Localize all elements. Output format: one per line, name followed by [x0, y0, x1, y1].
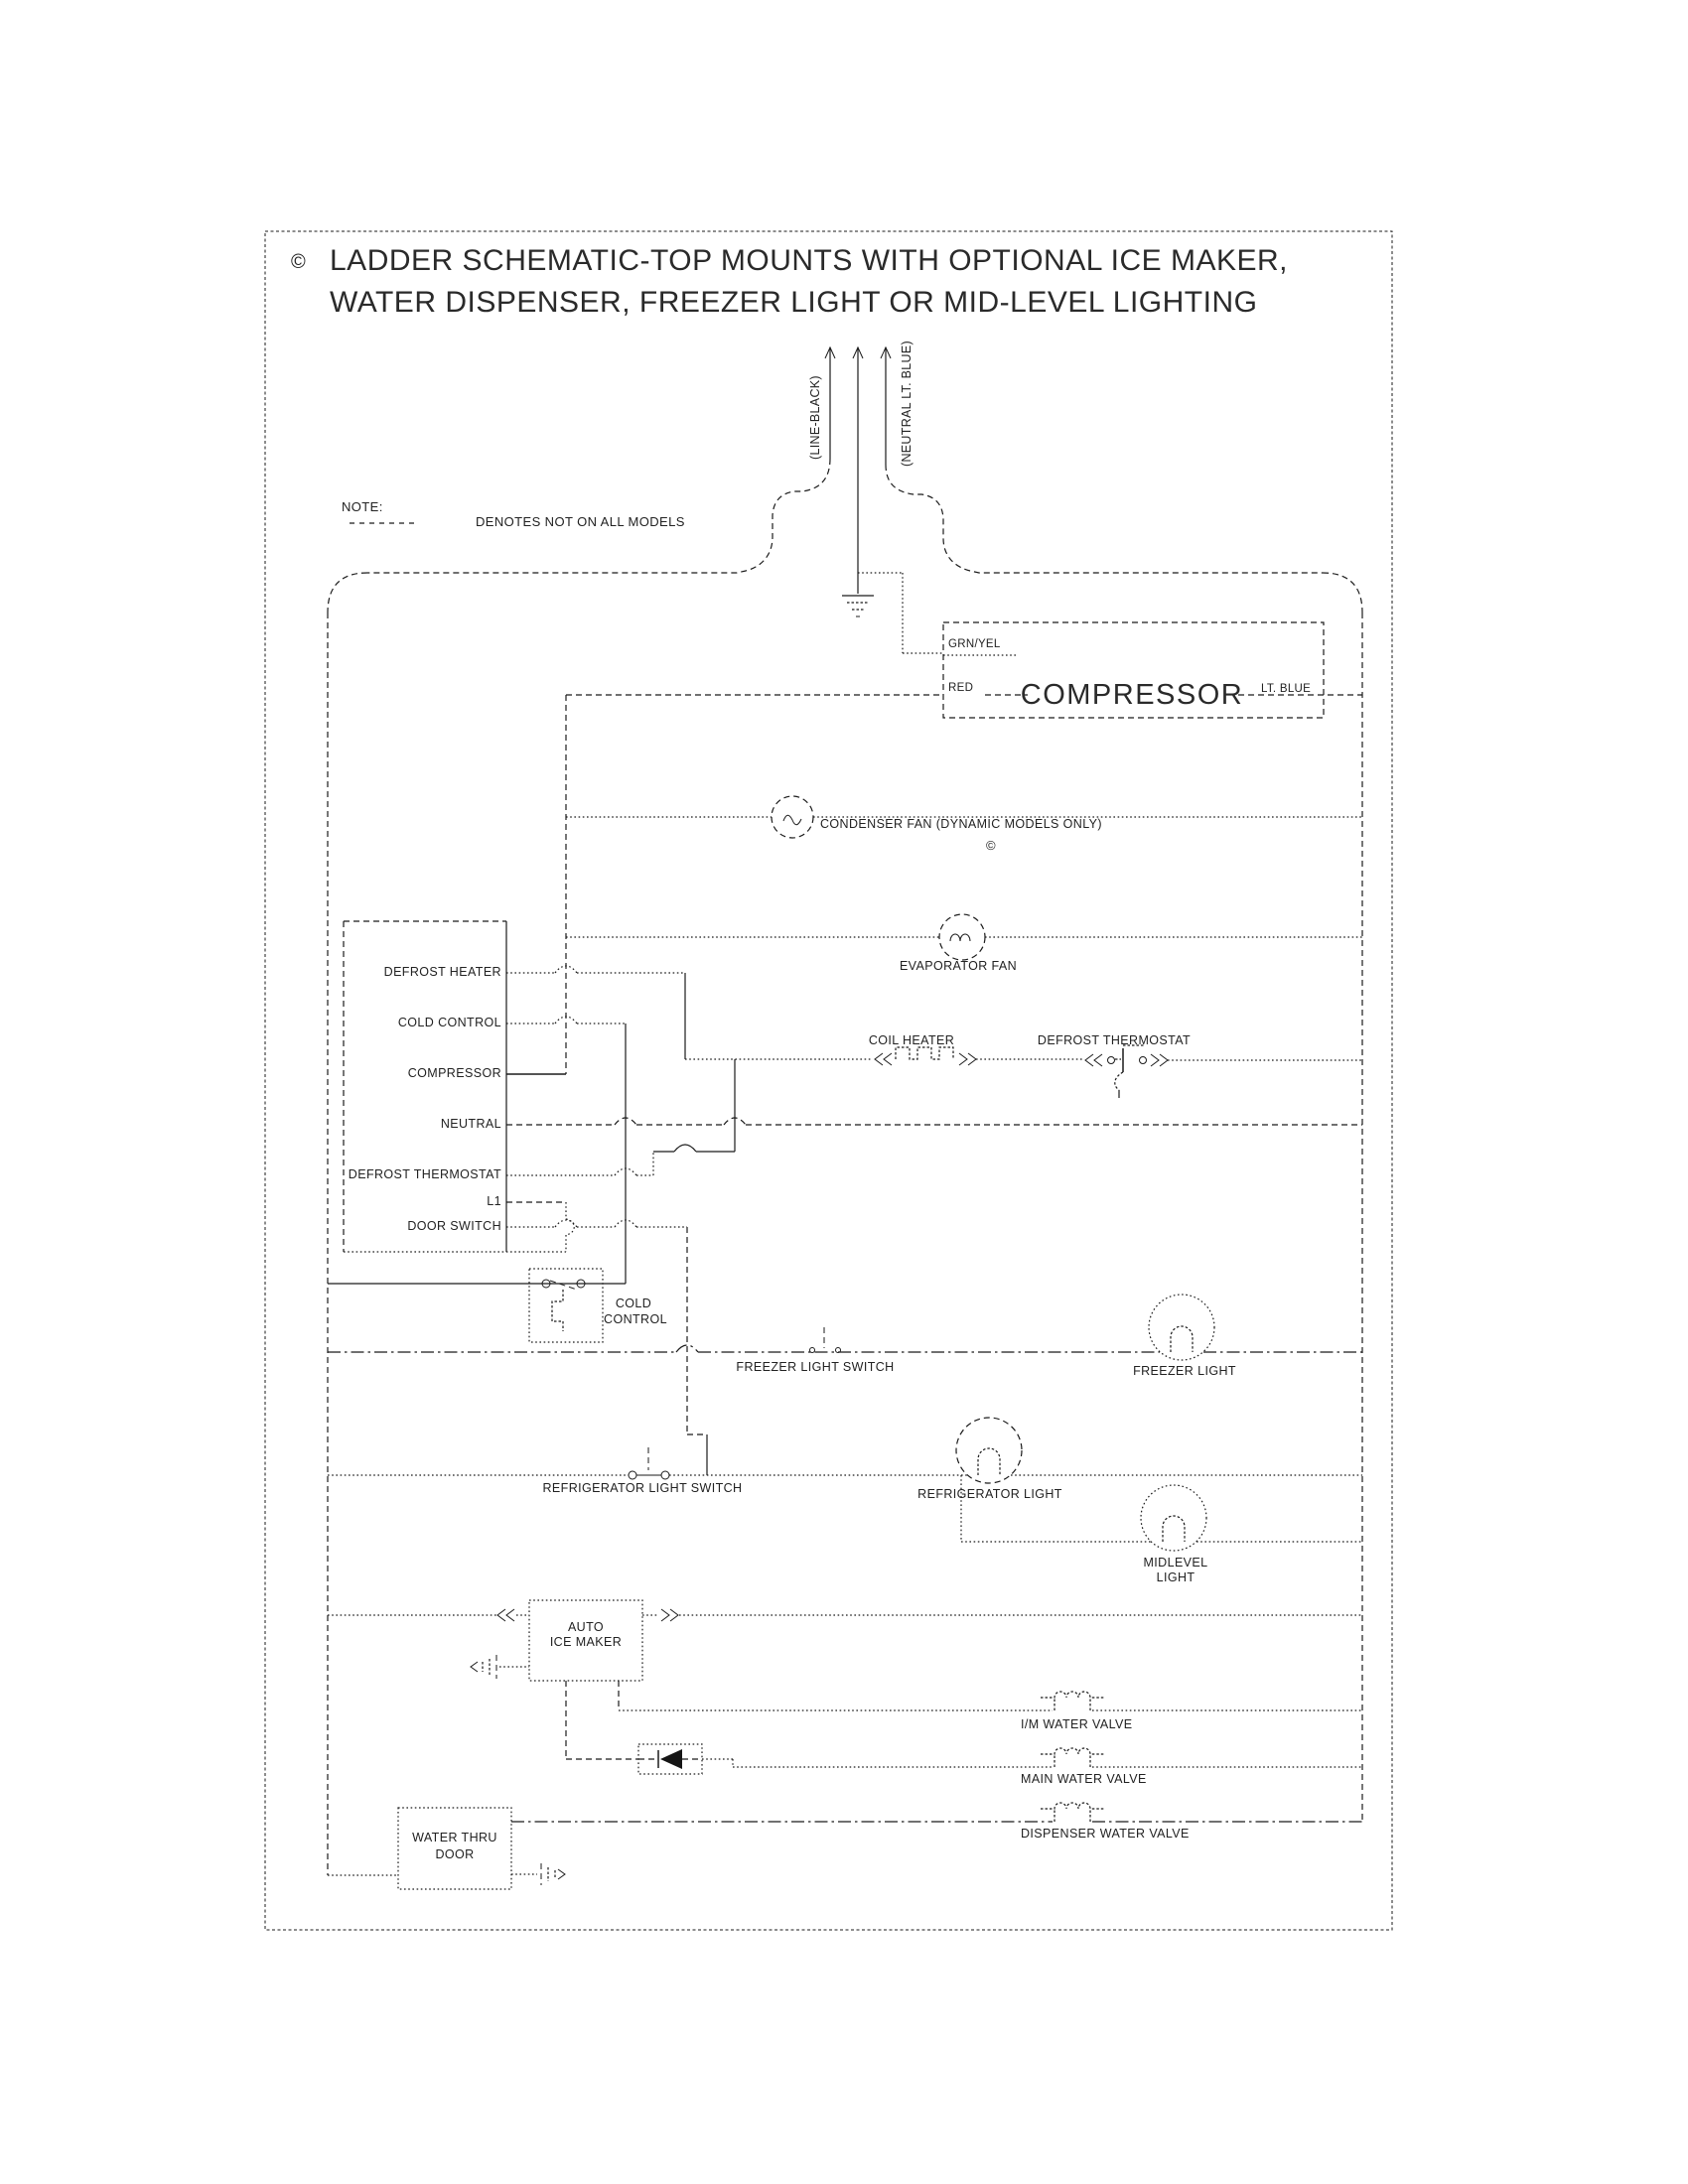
freezer-light-label: FREEZER LIGHT — [1133, 1364, 1236, 1378]
dispenser-water-valve-symbol — [511, 1803, 1362, 1822]
freezer-light-symbol — [1149, 1295, 1214, 1360]
terminal-neutral: NEUTRAL — [440, 1117, 501, 1131]
supply-lines — [328, 347, 1362, 1875]
refrigerator-light-switch-label: REFRIGERATOR LIGHT SWITCH — [542, 1481, 743, 1495]
terminal-defrost-thermostat: DEFROST THERMOSTAT — [348, 1167, 501, 1181]
title-copyright-icon: © — [291, 251, 307, 273]
evaporator-fan-label: EVAPORATOR FAN — [899, 959, 1018, 973]
defrost-thermostat-symbol — [1085, 1045, 1362, 1098]
compressor-label: COMPRESSOR — [1020, 679, 1244, 711]
ice-maker-label-line1: AUTO — [567, 1620, 605, 1634]
main-water-valve-label: MAIN WATER VALVE — [1021, 1772, 1147, 1786]
midlevel-light-label-line1: MIDLEVEL — [1143, 1556, 1208, 1570]
main-water-valve-symbol — [702, 1748, 1362, 1767]
refrigerator-light-symbol — [956, 1418, 1022, 1483]
dispenser-water-valve-label: DISPENSER WATER VALVE — [1021, 1827, 1190, 1841]
freezer-light-switch-label: FREEZER LIGHT SWITCH — [736, 1360, 895, 1374]
diode-symbol — [638, 1744, 702, 1774]
cold-control-label-line1: COLD — [615, 1297, 652, 1310]
terminal-l1: L1 — [487, 1194, 501, 1208]
cold-control-symbol — [328, 1269, 626, 1342]
page-title-line2: WATER DISPENSER, FREEZER LIGHT OR MID-LEVEL LIGHTING — [330, 286, 1258, 319]
neutral-lt-blue-label: (NEUTRAL LT. BLUE) — [900, 341, 914, 467]
water-thru-door-label-line1: WATER THRU — [412, 1831, 497, 1844]
im-water-valve-symbol — [619, 1692, 1362, 1710]
water-thru-door-label-line2: DOOR — [435, 1847, 475, 1861]
terminal-door-switch: DOOR SWITCH — [407, 1219, 501, 1233]
ground-symbol — [842, 573, 943, 653]
refrigerator-light-label: REFRIGERATOR LIGHT — [917, 1487, 1062, 1501]
defrost-thermostat-label: DEFROST THERMOSTAT — [1037, 1033, 1192, 1047]
refrigerator-light-switch-symbol — [328, 1447, 1362, 1479]
im-water-valve-label: I/M WATER VALVE — [1021, 1717, 1133, 1731]
note-text: DENOTES NOT ON ALL MODELS — [476, 514, 685, 529]
ice-maker-box — [328, 1600, 1362, 1759]
compressor-grn-yel-label: GRN/YEL — [948, 638, 1001, 650]
page-title-line1: LADDER SCHEMATIC-TOP MOUNTS WITH OPTIONAL ICE MAKER, — [330, 244, 1288, 277]
coil-heater-symbol — [685, 1047, 1084, 1065]
evaporator-fan-symbol — [566, 914, 1362, 960]
condenser-fan-label: CONDENSER FAN (DYNAMIC MODELS ONLY) — [820, 817, 1102, 831]
freezer-light-switch-symbol — [328, 1327, 1362, 1353]
compressor-red-label: RED — [948, 682, 974, 694]
terminal-cold-control: COLD CONTROL — [397, 1016, 501, 1029]
ice-maker-ground-symbol — [471, 1655, 529, 1679]
compressor-lt-blue-label: LT. BLUE — [1261, 683, 1312, 695]
coil-heater-label: COIL HEATER — [868, 1033, 955, 1047]
cold-control-label-line2: CONTROL — [604, 1312, 667, 1326]
note-label: NOTE: — [342, 499, 383, 514]
ice-maker-label-line2: ICE MAKER — [549, 1635, 623, 1649]
midlevel-light-label-line2: LIGHT — [1156, 1570, 1196, 1584]
line-black-label: (LINE-BLACK) — [808, 375, 822, 460]
terminal-defrost-heater: DEFROST HEATER — [383, 965, 501, 979]
terminal-compressor: COMPRESSOR — [407, 1066, 501, 1080]
condenser-copyright-icon: © — [986, 838, 996, 853]
water-thru-door-ground-symbol — [511, 1863, 565, 1885]
